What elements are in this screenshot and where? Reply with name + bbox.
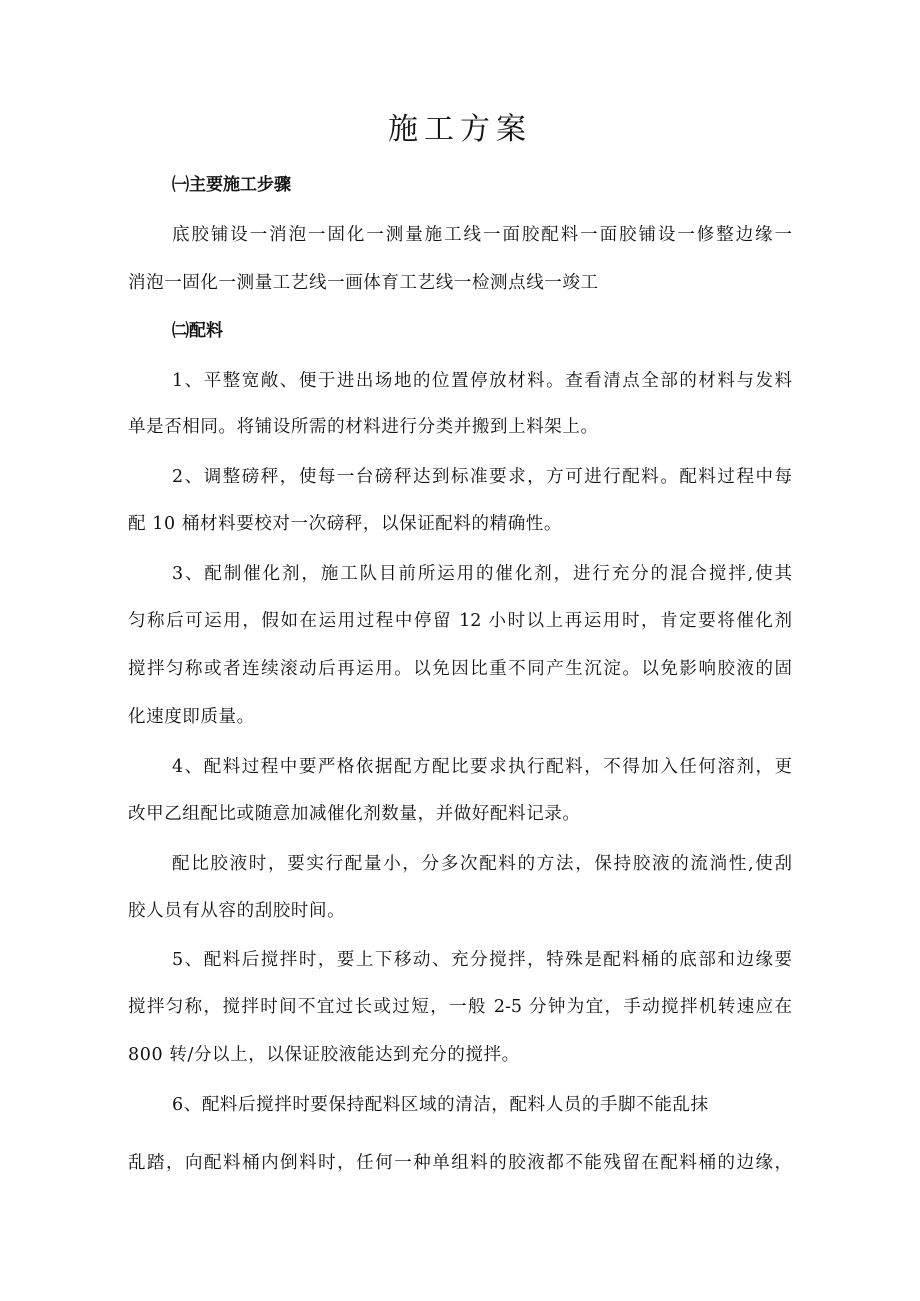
paragraph-line: 消泡一固化一测量工艺线一画体育工艺线一检测点线一竣工	[128, 273, 599, 293]
section-heading-main-steps: ㈠主要施工步骤	[172, 175, 291, 195]
paragraph-line: 6、配料后搅拌时要保持配料区域的清洁，配料人员的手脚不能乱抹	[172, 1095, 709, 1115]
paragraph-line: 4、配料过程中要严格依据配方配比要求执行配料，不得加入任何溶剂，更	[172, 757, 792, 777]
paragraph-line: 底胶铺设一消泡一固化一测量施工线一面胶配料一面胶铺设一修整边缘一	[172, 225, 792, 245]
paragraph-line: 乱踏，向配料桶内倒料时，任何一种单组料的胶液都不能残留在配料桶的边缘，	[128, 1153, 792, 1173]
paragraph-line: 匀称后可运用，假如在运用过程中停留 12 小时以上再运用时，肯定要将催化剂	[128, 611, 792, 631]
paragraph-line: 改甲乙组配比或随意加减催化剂数量，并做好配料记录。	[128, 804, 581, 824]
paragraph-line: 搅拌匀称，搅拌时间不宜过长或过短，一般 2-5 分钟为宜，手动搅拌机转速应在	[128, 997, 792, 1017]
paragraph-line: 搅拌匀称或者连续滚动后再运用。以免因比重不同产生沉淀。以免影响胶液的固	[128, 659, 792, 679]
section-heading-materials: ㈡配料	[172, 321, 223, 341]
paragraph-line: 化速度即质量。	[128, 707, 255, 727]
paragraph-line: 5、配料后搅拌时，要上下移动、充分搅拌，特殊是配料桶的底部和边缘要	[172, 950, 792, 970]
paragraph-line: 3、配制催化剂，施工队目前所运用的催化剂，进行充分的混合搅拌,使其	[172, 564, 792, 584]
paragraph-line: 800 转/分以上，以保证胶液能达到充分的搅拌。	[128, 1045, 520, 1065]
paragraph-line: 单是否相同。将铺设所需的材料进行分类并搬到上料架上。	[128, 417, 599, 437]
paragraph-line: 胶人员有从容的刮胶时间。	[128, 901, 346, 921]
paragraph-line: 2、调整磅秤，使每一台磅秤达到标准要求，方可进行配料。配料过程中每	[172, 467, 792, 487]
paragraph-line: 配 10 桶材料要校对一次磅秤，以保证配料的精确性。	[128, 514, 562, 534]
document-title: 施工方案	[388, 112, 532, 147]
paragraph-line: 配比胶液时，要实行配量小，分多次配料的方法，保持胶液的流淌性,使刮	[172, 854, 792, 874]
paragraph-line: 1、平整宽敞、便于进出场地的位置停放材料。查看清点全部的材料与发料	[172, 371, 792, 391]
